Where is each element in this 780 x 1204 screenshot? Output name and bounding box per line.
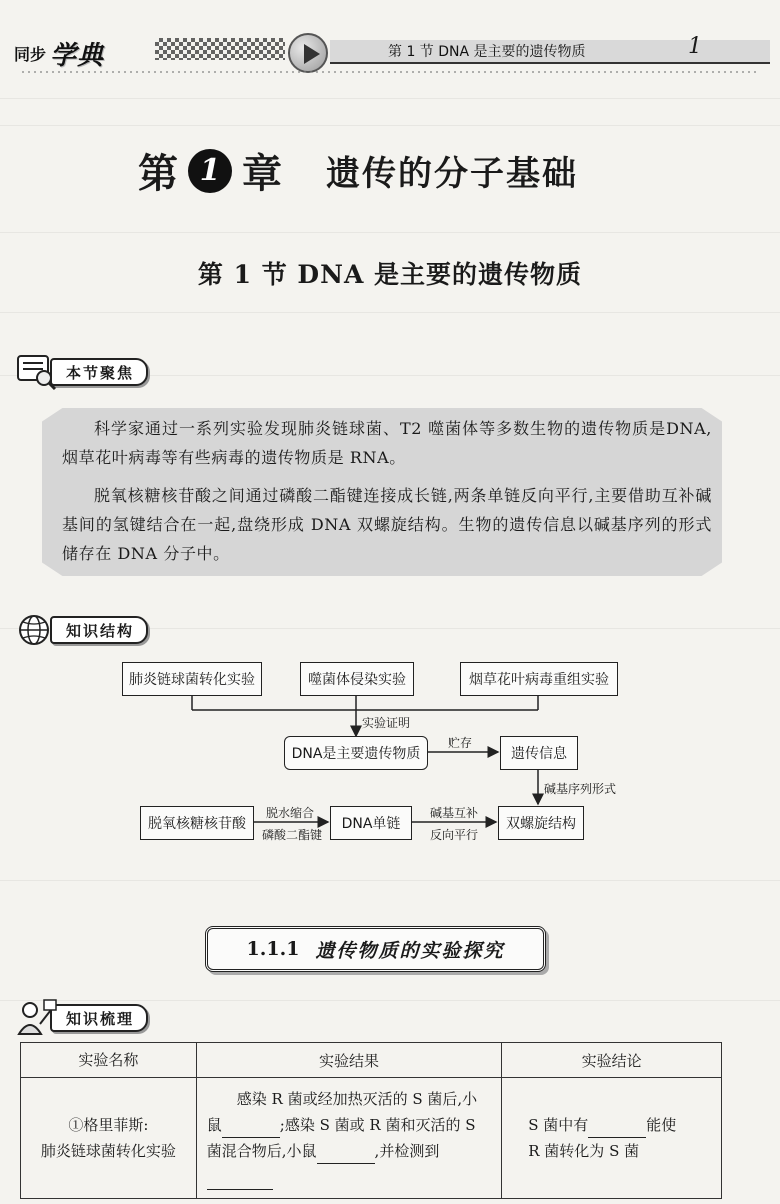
- subsection-title: 遗传物质的实验探究: [315, 939, 505, 962]
- focus-paragraph-1: 科学家通过一系列实验发现肺炎链球菌、T2 噬菌体等多数生物的遗传物质是DNA,烟草花叶病毒等有些病毒的遗传物质是 RNA。: [62, 419, 712, 467]
- chapter-prefix: 第: [138, 151, 178, 197]
- chapter-title: [138, 142, 578, 199]
- play-icon: [288, 33, 328, 73]
- logo-prefix: 同步: [14, 44, 47, 64]
- label-dehydration: 脱水缩合: [266, 806, 315, 820]
- book-logo: [6, 38, 112, 71]
- node-nucleotide: 脱氧核糖核苷酸: [140, 806, 254, 840]
- blank-field[interactable]: [588, 1137, 646, 1138]
- subsection-banner: [205, 926, 546, 972]
- page-header: [0, 32, 780, 76]
- label-phosphodiester: 磷酸二酯键: [262, 828, 323, 842]
- node-dna-single-strand: DNA单链: [330, 806, 412, 840]
- logo-main: 学典: [50, 40, 105, 71]
- label-base-pairing: 碱基互补: [430, 806, 479, 820]
- magnifier-icon: [14, 352, 58, 392]
- badge-review-label: 知识梳理: [50, 1004, 148, 1032]
- table-header-result: 实验结果: [196, 1043, 501, 1078]
- experiment-name-line2: 肺炎链球菌转化实验: [40, 1142, 176, 1160]
- node-phage-experiment: 噬菌体侵染实验: [300, 662, 414, 696]
- badge-focus-label: 本节聚焦: [50, 358, 148, 386]
- knowledge-diagram: [0, 652, 780, 852]
- table-header-name: 实验名称: [21, 1043, 197, 1078]
- node-dna-main-material: DNA是主要遗传物质: [284, 736, 428, 770]
- table-header-conclusion: 实验结论: [502, 1043, 722, 1078]
- conclusion-part-a: S 菌中有: [528, 1116, 589, 1134]
- conclusion-part-c: R 菌转化为 S 菌: [528, 1142, 640, 1160]
- table-header-row: [21, 1043, 722, 1078]
- node-genetic-info: 遗传信息: [500, 736, 578, 770]
- chapter-number: 1: [188, 149, 232, 193]
- section-title: 第 1 节 DNA 是主要的遗传物质: [197, 260, 583, 289]
- label-store: 贮存: [448, 736, 473, 750]
- label-base-sequence: 碱基序列形式: [544, 782, 617, 796]
- blank-field[interactable]: [317, 1163, 375, 1164]
- header-section-label: 第 1 节 DNA 是主要的遗传物质: [388, 44, 586, 60]
- chapter-name: 遗传的分子基础: [326, 154, 578, 194]
- node-tmv-experiment: 烟草花叶病毒重组实验: [460, 662, 618, 696]
- result-part-b: ;感染 S 菌或 R 菌和灭活的 S 菌混合物后,小鼠: [206, 1116, 476, 1160]
- label-proof: 实验证明: [362, 716, 411, 730]
- experiment-table: [20, 1042, 722, 1199]
- page-number: 1: [688, 34, 702, 59]
- table-row: [21, 1078, 722, 1199]
- badge-structure: [14, 610, 148, 650]
- cell-experiment-conclusion: [502, 1078, 722, 1199]
- checker-pattern: [155, 38, 285, 60]
- header-divider: [20, 70, 760, 74]
- badge-review: [14, 998, 148, 1038]
- cell-experiment-name: [21, 1078, 197, 1199]
- label-antiparallel: 反向平行: [430, 828, 479, 842]
- experiment-name-line1: ①格里菲斯:: [68, 1116, 149, 1134]
- focus-paragraph-2: 脱氧核糖核苷酸之间通过磷酸二酯键连接成长链,两条单链反向平行,主要借助互补碱基间的氢键结合在一起,盘绕形成 DNA 双螺旋结构。生物的遗传信息以碱基序列的形式储存在 DNA 分子中。: [62, 486, 712, 563]
- blank-field[interactable]: [222, 1137, 280, 1138]
- node-double-helix: 双螺旋结构: [498, 806, 584, 840]
- subsection-number: 1.1.1: [246, 938, 300, 960]
- badge-focus: [14, 352, 148, 392]
- result-part-c: ,并检测到: [374, 1142, 440, 1160]
- result-part-a: 感染 R 菌或经加热灭活的 S 菌后,小鼠: [206, 1090, 478, 1134]
- node-griffith-experiment: 肺炎链球菌转化实验: [122, 662, 262, 696]
- teacher-icon: [14, 998, 58, 1038]
- focus-text: [62, 414, 712, 568]
- conclusion-part-b: 能使: [646, 1116, 677, 1134]
- chapter-suffix: 章: [242, 151, 282, 197]
- globe-icon: [14, 610, 58, 650]
- badge-structure-label: 知识结构: [50, 616, 148, 644]
- cell-experiment-result: [196, 1078, 501, 1199]
- blank-field[interactable]: [207, 1189, 273, 1190]
